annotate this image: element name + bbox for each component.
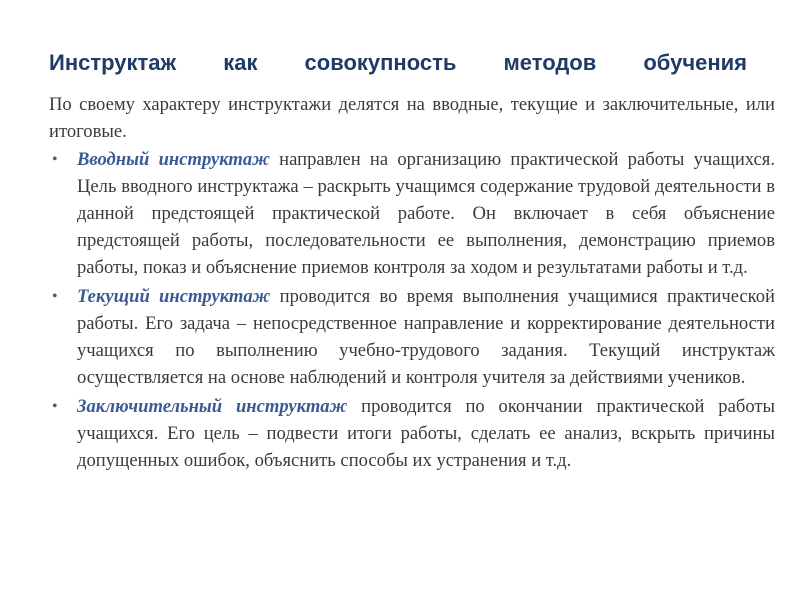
title-word: как: [223, 50, 258, 75]
list-item-final: [49, 393, 775, 474]
title-word: обучения: [643, 50, 747, 75]
list-item-introductory: [49, 146, 775, 281]
title-word: Инструктаж: [49, 50, 177, 75]
bullet-icon: •: [52, 288, 58, 305]
bullet-icon: •: [52, 151, 58, 168]
title-word: совокупность: [304, 50, 457, 75]
item-text: направлен на организацию практической работы учащихся. Цель вводного инструктажа – раскрыть учащимся содержание трудовой деятельности в данной предстоящей практической работе. Он включает в себя объяснение предстоящей работы, последовательности ее выполнения, демонстрацию приемов работы, показ и объяснение приемов контроля за ходом и результатами работы и т.д.: [77, 149, 776, 278]
title-word: методов: [503, 50, 597, 75]
bullet-icon: •: [52, 398, 58, 415]
term-current: Текущий инструктаж: [77, 286, 271, 307]
intro-paragraph: По своему характеру инструктажи делятся на вводные, текущие и заключительные, или итоговые.: [49, 94, 775, 142]
term-final: Заключительный инструктаж: [77, 396, 348, 417]
instruction-types-list: [49, 146, 775, 474]
slide-title: [49, 49, 747, 77]
item-text: проводится по окончании практической работы учащихся. Его цель – подвести итоги работы, сделать ее анализ, вскрыть причины допущенных ошибок, объяснить способы их устранения и т.д.: [77, 396, 775, 471]
item-text: проводится во время выполнения учащимися практической работы. Его задача – непосредственное направление и корректирование деятельности учащихся по выполнению учебно-трудового задания. Текущий инструктаж осуществляется на основе наблюдений и контроля учителя за действиями учеников.: [77, 286, 775, 388]
list-item-current: [49, 283, 775, 391]
term-introductory: Вводный инструктаж: [77, 149, 270, 170]
slide-body: [49, 91, 775, 476]
